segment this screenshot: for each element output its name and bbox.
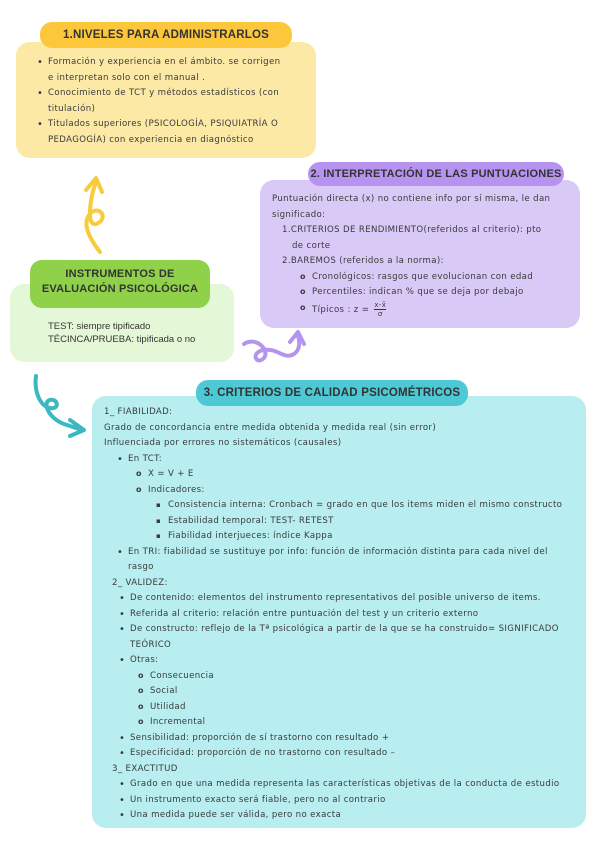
list-item: • Titulados superiores (PSICOLOGÍA, PSIQUIATRÍA O PEDAGOGÍA) con experiencia en diagnóstico (48, 117, 310, 148)
list-item: o Consecuencia (150, 669, 584, 685)
list-item: • Especificidad: proporción de no trastorno con resultado – (130, 746, 584, 762)
list-item: • Sensibilidad: proporción de sí trastorno con resultado + (130, 731, 584, 747)
list-item: • Conocimiento de TCT y métodos estadísticos (con titulación) (48, 86, 310, 117)
list-item: • Una medida puede ser válida, pero no exacta (130, 808, 584, 824)
list-item: • Formación y experiencia en el ámbito. se corrigen e interpretan solo con el manual . (48, 55, 310, 86)
teal-curly-arrow-icon (30, 372, 90, 442)
list-item: • En TRI: fiabilidad se sustituye por info: función de información distinta para cada nivel del rasgo (128, 545, 584, 576)
list-item: • En TCT: o X = V + E o Indicadores: ▪ Consistencia interna: Cronbach = grado en que los items miden el mismo constructo ▪ Estabilidad temporal: TEST- RETEST ▪ Fiabilidad interjueces: índice Kappa (128, 452, 584, 545)
section1-title: 1.NIVELES PARA ADMINISTRARLOS (40, 22, 292, 48)
list-item: o Indicadores: ▪ Consistencia interna: Cronbach = grado en que los items miden el mismo constructo ▪ Estabilidad temporal: TEST- RETEST ▪ Fiabilidad interjueces: índice Kappa (148, 483, 584, 545)
list-item: • De constructo: reflejo de la Tª psicológica a partir de la que se ha construido= SIGNIFICADO TEÓRICO (130, 622, 584, 653)
section3-body: 1_ FIABILIDAD: Grado de concordancia entre medida obtenida y medida real (sin error) Influenciada por errores no sistemáticos (causales) • En TCT: o X = V + E o Indicadores: ▪ Consistencia interna: Cronbach = grado en que los items miden el mismo constructo ▪ Estabilidad temporal: TEST- RETEST ▪ Fiabilidad interjueces: índice Kappa • En TRI: fiabilidad se sustituye por info: función de información distinta para cada nivel del rasgo 2_ VALIDEZ: • De contenido: elementos del instrumento representativos del posible universo de items. • Referida al criterio: relación entre puntuación del test y un criterio externo • De constructo: reflejo de la Tª psicológica a partir de la que se ha construido= SIGNIFICADO TEÓRICO • Otras: o Consecuencia o Social o Utilidad o Incremental • Sensibilidad: proporción de sí trastorno con resultado + • Especificidad: proporción de no trastorno con resultado – 3_ EXACTITUD • Grado en que una medida representa las características objetivas de la conducta de estudio • Un instrumento exacto será fiable, pero no al contrario • Una medida puede ser válida, pero no exacta (104, 405, 584, 824)
list-item: • Otras: o Consecuencia o Social o Utilidad o Incremental (130, 653, 584, 731)
list-item: • Grado en que una medida representa las características objetivas de la conducta de estudio (130, 777, 584, 793)
list-item: o Típicos : z = $\frac{x-x̄}{\sigma}$ (312, 301, 576, 321)
list-item: o Cronológicos: rasgos que evolucionan con edad (312, 270, 576, 286)
section2-title: 2. INTERPRETACIÓN DE LAS PUNTUACIONES (308, 162, 564, 186)
list-item: • Un instrumento exacto será fiable, pero no al contrario (130, 793, 584, 809)
list-item: • De contenido: elementos del instrumento representativos del posible universo de items. (130, 591, 584, 607)
list-item: o Incremental (150, 715, 584, 731)
list-item: o Percentiles: indican % que se deja por debajo (312, 285, 576, 301)
section2-body: Puntuación directa (x) no contiene info por sí misma, le dan significado: 1.CRITERIOS DE RENDIMIENTO(referidos al criterio): pto de corte 2.BAREMOS (referidos a la norma): o Cronológicos: rasgos que evolucionan con edad o Percentiles: indican % que se deja por debajo o Típicos : z = $\frac{x-x̄}{\sigma}$ (272, 192, 576, 321)
section3-title: 3. CRITERIOS DE CALIDAD PSICOMÉTRICOS (196, 380, 468, 406)
purple-curly-arrow-icon (240, 330, 320, 370)
list-item: ▪ Estabilidad temporal: TEST- RETEST (168, 514, 584, 530)
center-title: INSTRUMENTOS DE EVALUACIÓN PSICOLÓGICA (30, 260, 210, 308)
list-item: o X = V + E (148, 467, 584, 483)
list-item: ▪ Consistencia interna: Cronbach = grado en que los items miden el mismo constructo (168, 498, 584, 514)
list-item: o Utilidad (150, 700, 584, 716)
list-item: o Social (150, 684, 584, 700)
yellow-up-arrow-icon (78, 176, 118, 256)
center-text: TEST: siempre tipificado TÉCINCA/PRUEBA: tipificada o no (48, 321, 196, 345)
list-item: ▪ Fiabilidad interjueces: índice Kappa (168, 529, 584, 545)
section1-list (48, 55, 310, 148)
list-item: • Referida al criterio: relación entre puntuación del test y un criterio externo (130, 607, 584, 623)
